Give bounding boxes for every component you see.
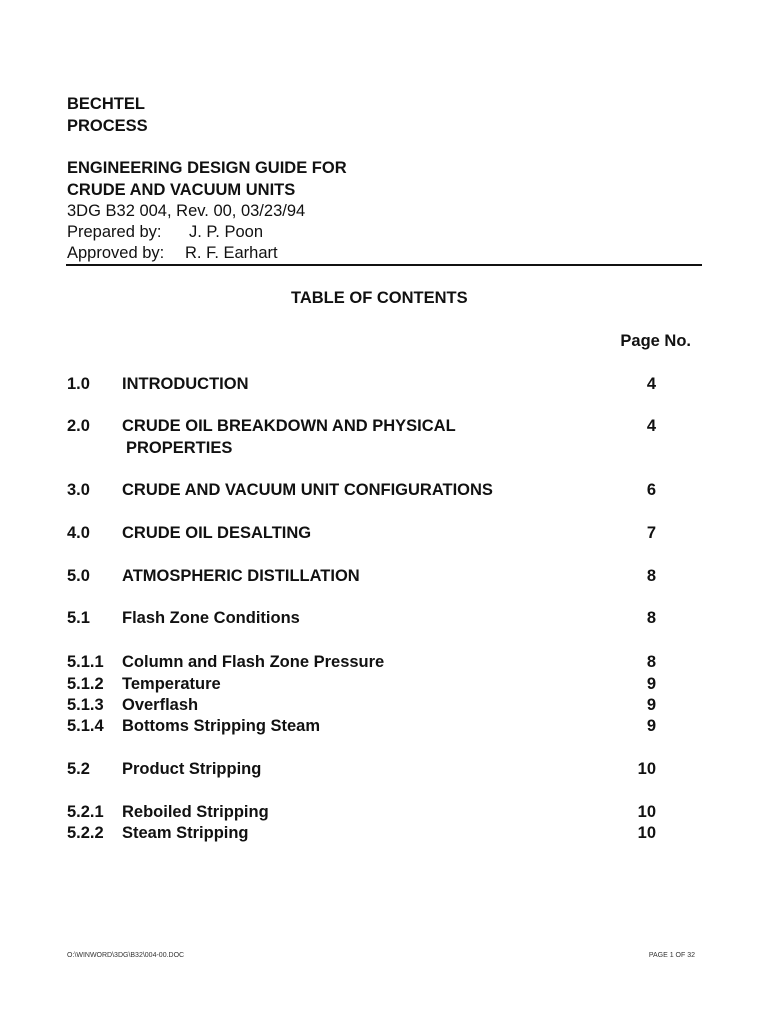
- toc-entry-title: INTRODUCTION: [122, 375, 249, 393]
- toc-entry-title: CRUDE AND VACUUM UNIT CONFIGURATIONS: [122, 481, 493, 499]
- toc-entry-title-continuation: PROPERTIES: [126, 439, 233, 457]
- approved-by-label: Approved by:: [67, 244, 165, 262]
- toc-heading: TABLE OF CONTENTS: [291, 289, 468, 307]
- toc-entry-page: 9: [646, 675, 656, 693]
- toc-entry-title: ATMOSPHERIC DISTILLATION: [122, 567, 360, 585]
- header-divider: [66, 264, 702, 266]
- approved-by-name: R. F. Earhart: [185, 244, 278, 262]
- toc-entry-number: 4.0: [67, 524, 90, 542]
- prepared-by-name: J. P. Poon: [189, 223, 264, 241]
- toc-entry-title: Column and Flash Zone Pressure: [122, 653, 385, 671]
- toc-entry-page: 7: [646, 524, 656, 542]
- toc-entry-number: 5.1.3: [67, 696, 104, 714]
- toc-entry-number: 2.0: [67, 417, 90, 435]
- toc-entry-title: CRUDE OIL DESALTING: [122, 524, 312, 542]
- toc-entry-number: 5.1.1: [67, 653, 104, 671]
- toc-entry-page: 4: [646, 375, 656, 393]
- toc-entry-page: 6: [646, 481, 656, 499]
- toc-entry-number: 1.0: [67, 375, 90, 393]
- toc-entry-number: 5.0: [67, 567, 90, 585]
- toc-entry-number: 5.1.2: [67, 675, 104, 693]
- toc-entry-title: Reboiled Stripping: [122, 803, 269, 821]
- document-title-line2: CRUDE AND VACUUM UNITS: [67, 181, 296, 199]
- toc-entry-page: 8: [646, 567, 656, 585]
- toc-entry-page: 9: [646, 696, 656, 714]
- toc-entry-title: CRUDE OIL BREAKDOWN AND PHYSICAL: [122, 417, 456, 435]
- toc-entry-page: 4: [646, 417, 656, 435]
- org-name-line2: PROCESS: [67, 117, 148, 135]
- toc-entry-title: Product Stripping: [122, 760, 262, 778]
- page-number-column-header: Page No.: [620, 332, 691, 350]
- toc-entry-number: 5.2.1: [67, 803, 104, 821]
- toc-entry-number: 5.1: [67, 609, 90, 627]
- footer-file-path: O:\WINWORD\3DG\B32\004-00.DOC: [67, 952, 185, 959]
- document-title-line1: ENGINEERING DESIGN GUIDE FOR: [67, 159, 347, 177]
- toc-entry-page: 10: [637, 824, 656, 842]
- toc-entry-number: 5.1.4: [67, 717, 104, 735]
- toc-entry-page: 9: [646, 717, 656, 735]
- document-reference: 3DG B32 004, Rev. 00, 03/23/94: [67, 202, 306, 220]
- toc-entry-number: 3.0: [67, 481, 90, 499]
- toc-entry-title: Bottoms Stripping Steam: [122, 717, 321, 735]
- toc-entry-number: 5.2: [67, 760, 90, 778]
- org-name-line1: BECHTEL: [67, 95, 145, 113]
- prepared-by-label: Prepared by:: [67, 223, 162, 241]
- footer-page-info: PAGE 1 OF 32: [648, 952, 695, 959]
- toc-entry-title: Steam Stripping: [122, 824, 249, 842]
- toc-entry-title: Overflash: [122, 696, 199, 714]
- toc-entry-page: 8: [646, 609, 656, 627]
- toc-entry-title: Flash Zone Conditions: [122, 609, 300, 627]
- toc-entry-page: 8: [646, 653, 656, 671]
- toc-entry-title: Temperature: [122, 675, 221, 693]
- toc-entry-page: 10: [637, 803, 656, 821]
- toc-entry-page: 10: [637, 760, 656, 778]
- toc-entry-number: 5.2.2: [67, 824, 104, 842]
